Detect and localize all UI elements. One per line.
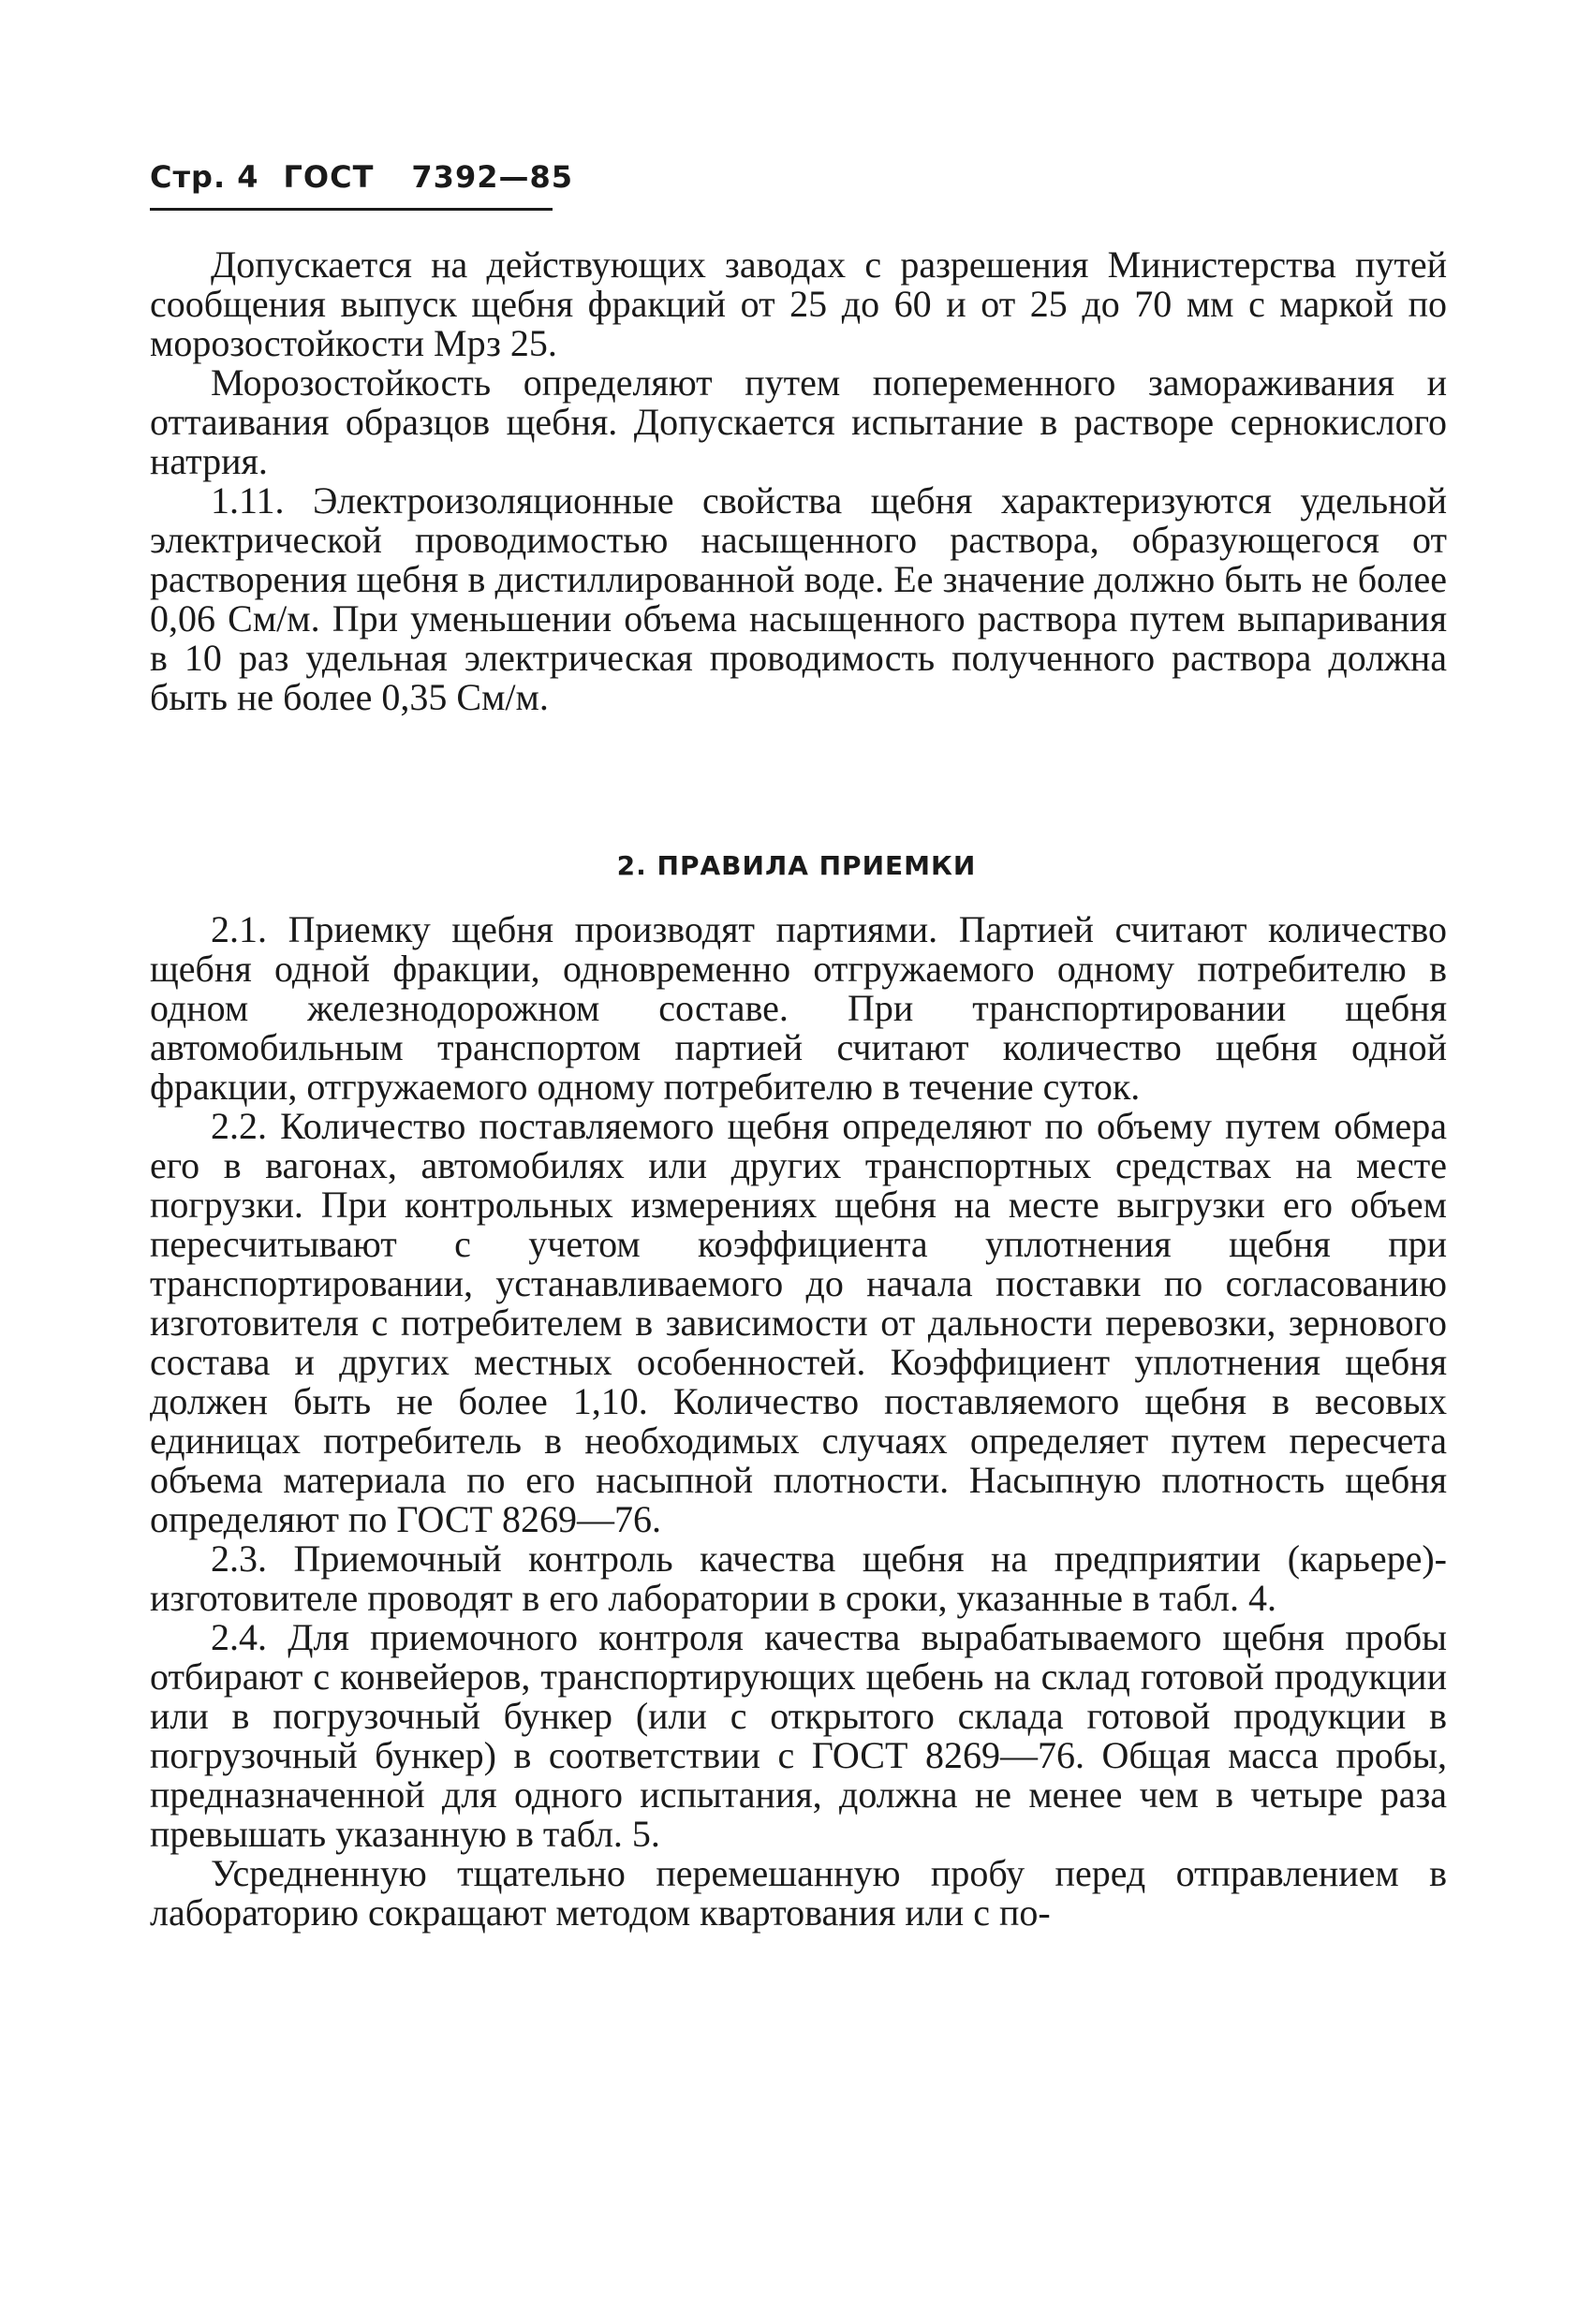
page-header	[150, 159, 597, 195]
section-title: 2. ПРАВИЛА ПРИЕМКИ	[616, 850, 977, 881]
text-block-1	[150, 245, 1447, 717]
page-number-label: Стр. 4	[150, 159, 259, 195]
paragraph-frost-exception: Допускается на действующих заводах с разрешения Министерства путей сообщения выпуск щебня фракций от 25 до 60 и от 25 до 70 мм с маркой по морозостойкости Мрз 25.	[150, 243, 1447, 364]
paragraph-2-1: 2.1. Приемку щебня производят партиями. Партией считают количество щебня одной фракции, одновременно отгружаемого одному потребителю в одном железнодорожном составе. При транспортировании щебня автомобильным транспортом партией считают количество щебня одной фракции, отгружаемого одному потребителю в течение суток.	[150, 908, 1447, 1108]
paragraph-frost-method: Морозостойкость определяют путем попеременного замораживания и оттаивания образцов щебня. Допускается испытание в растворе сернокислого натрия.	[150, 361, 1447, 482]
text-block-2	[150, 910, 1447, 1933]
header-rule	[150, 208, 553, 211]
paragraph-sample-reduction: Усредненную тщательно перемешанную пробу перед отправлением в лабораторию сокращают методом квартования или с по-	[150, 1852, 1447, 1934]
paragraph-1-11: 1.11. Электроизоляционные свойства щебня характеризуются удельной электрической проводимостью насыщенного раствора, образующегося от растворения щебня в дистиллированной воде. Ее значение должно быть не более 0,06 См/м. При уменьшении объема насыщенного раствора путем выпаривания в 10 раз удельная электрическая проводимость полученного раствора должна быть не более 0,35 См/м.	[150, 479, 1447, 718]
paragraph-2-3: 2.3. Приемочный контроль качества щебня на предприятии (карьере)-изготовителе проводят в его лаборатории в сроки, указанные в табл. 4.	[150, 1537, 1447, 1619]
paragraph-2-4: 2.4. Для приемочного контроля качества вырабатываемого щебня пробы отбирают с конвейеров, транспортирующих щебень на склад готовой продукции или в погрузочный бункер (или с открытого склада готовой продукции в погрузочный бункер) в соответствии с ГОСТ 8269—76. Общая масса пробы, предназначенной для одного испытания, должна не менее чем в четыре раза превышать указанную в табл. 5.	[150, 1616, 1447, 1855]
standard-number: 7392—85	[411, 159, 573, 195]
standard-label: ГОСТ	[283, 159, 375, 195]
paragraph-2-2: 2.2. Количество поставляемого щебня определяют по объему путем обмера его в вагонах, автомобилях или других транспортных средствах на месте погрузки. При контрольных измерениях щебня на месте выгрузки его объем пересчитывают с учетом коэффициента уплотнения щебня при транспортировании, устанавливаемого до начала поставки по согласованию изготовителя с потребителем в зависимости от дальности перевозки, зернового состава и других местных особенностей. Коэффициент уплотнения щебня должен быть не более 1,10. Количество поставляемого щебня в весовых единицах потребитель в необходимых случаях определяет путем пересчета объема материала по его насыпной плотности. Насыпную плотность щебня определяют по ГОСТ 8269—76.	[150, 1105, 1447, 1540]
